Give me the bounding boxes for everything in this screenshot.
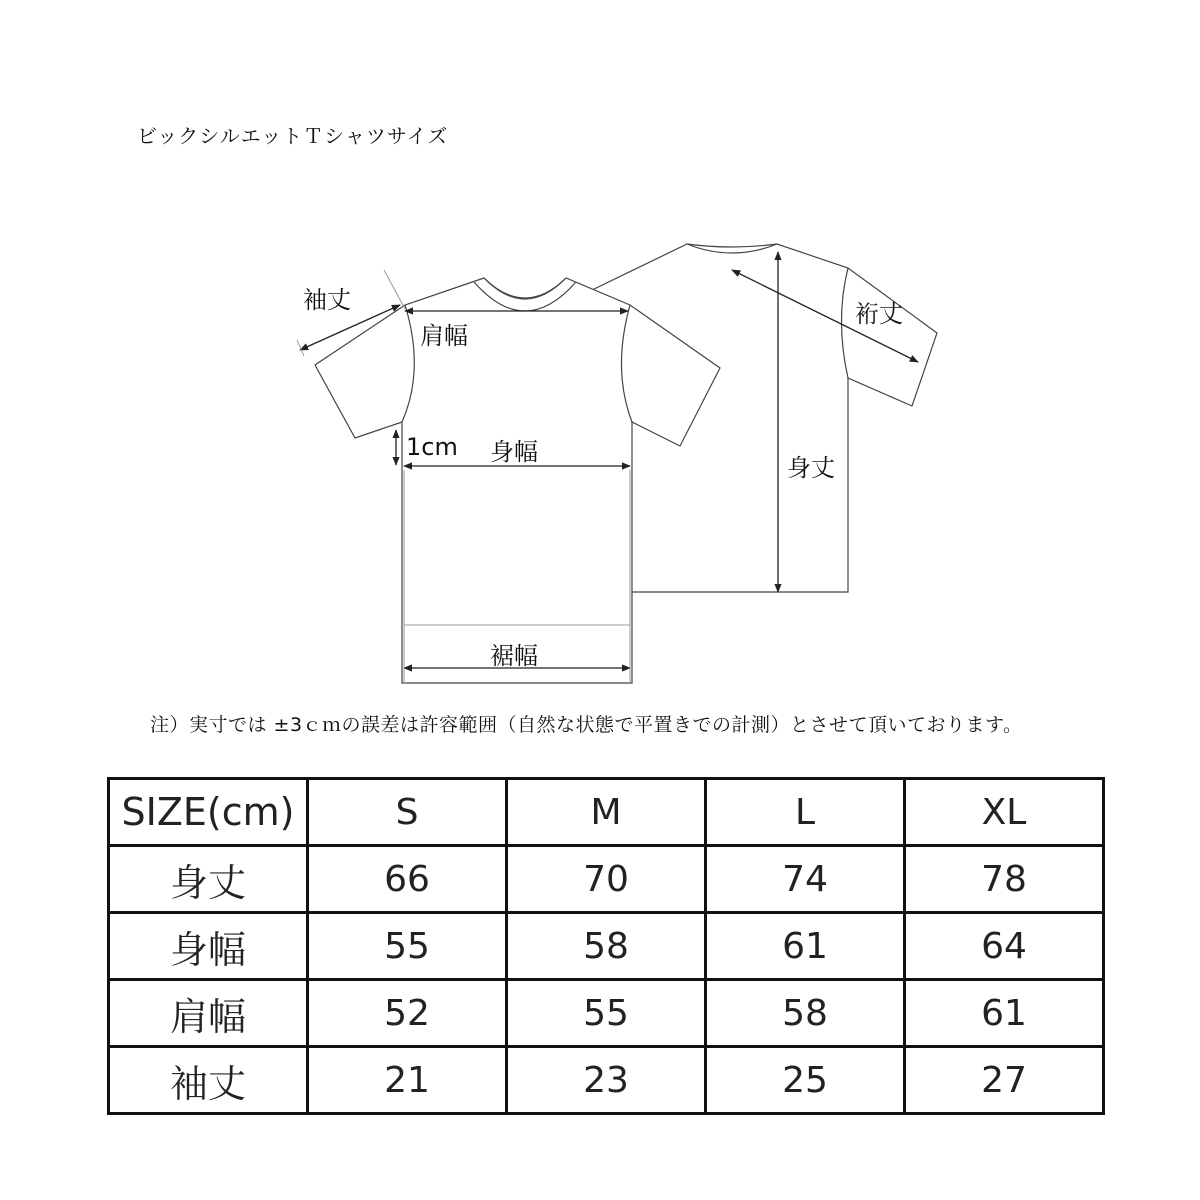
- table-cell: 52: [308, 980, 507, 1047]
- table-cell: 78: [905, 846, 1104, 913]
- table-row: [109, 846, 1104, 913]
- one-cm-label: 1cm: [406, 433, 458, 461]
- table-cell: 55: [507, 980, 706, 1047]
- row-label: 袖丈: [109, 1047, 308, 1114]
- row-label: 肩幅: [109, 980, 308, 1047]
- table-cell: 61: [905, 980, 1104, 1047]
- table-row: [109, 1047, 1104, 1114]
- row-label: 身丈: [109, 846, 308, 913]
- table-header-cell: S: [308, 779, 507, 846]
- table-cell: 21: [308, 1047, 507, 1114]
- front-tshirt-outline: [315, 278, 720, 683]
- table-header-cell: L: [706, 779, 905, 846]
- table-cell: 64: [905, 913, 1104, 980]
- table-cell: 70: [507, 846, 706, 913]
- table-cell: 55: [308, 913, 507, 980]
- size-table: [107, 777, 1105, 1115]
- table-cell: 61: [706, 913, 905, 980]
- table-header-cell: M: [507, 779, 706, 846]
- table-cell: 25: [706, 1047, 905, 1114]
- table-header-cell: XL: [905, 779, 1104, 846]
- table-cell: 58: [706, 980, 905, 1047]
- table-cell: 23: [507, 1047, 706, 1114]
- table-cell: 74: [706, 846, 905, 913]
- table-cell: 27: [905, 1047, 1104, 1114]
- sleeve-length-label: 袖丈: [303, 286, 351, 314]
- page-title: ビックシルエットＴシャツサイズ: [137, 124, 449, 148]
- body-length-label: 身丈: [787, 454, 835, 482]
- shoulder-width-label: 肩幅: [420, 322, 468, 350]
- row-label: 身幅: [109, 913, 308, 980]
- tolerance-note: 注）実寸では ±3ｃｍの誤差は許容範囲（自然な状態で平置きでの計測）とさせて頂いております。: [150, 714, 1023, 736]
- table-cell: 66: [308, 846, 507, 913]
- table-header-cell: SIZE(cm): [109, 779, 308, 846]
- table-header-row: [109, 779, 1104, 846]
- hem-width-label: 裾幅: [490, 642, 538, 670]
- table-cell: 58: [507, 913, 706, 980]
- body-width-label: 身幅: [490, 438, 538, 466]
- table-row: [109, 913, 1104, 980]
- table-row: [109, 980, 1104, 1047]
- yuki-length-label: 裄丈: [855, 300, 903, 328]
